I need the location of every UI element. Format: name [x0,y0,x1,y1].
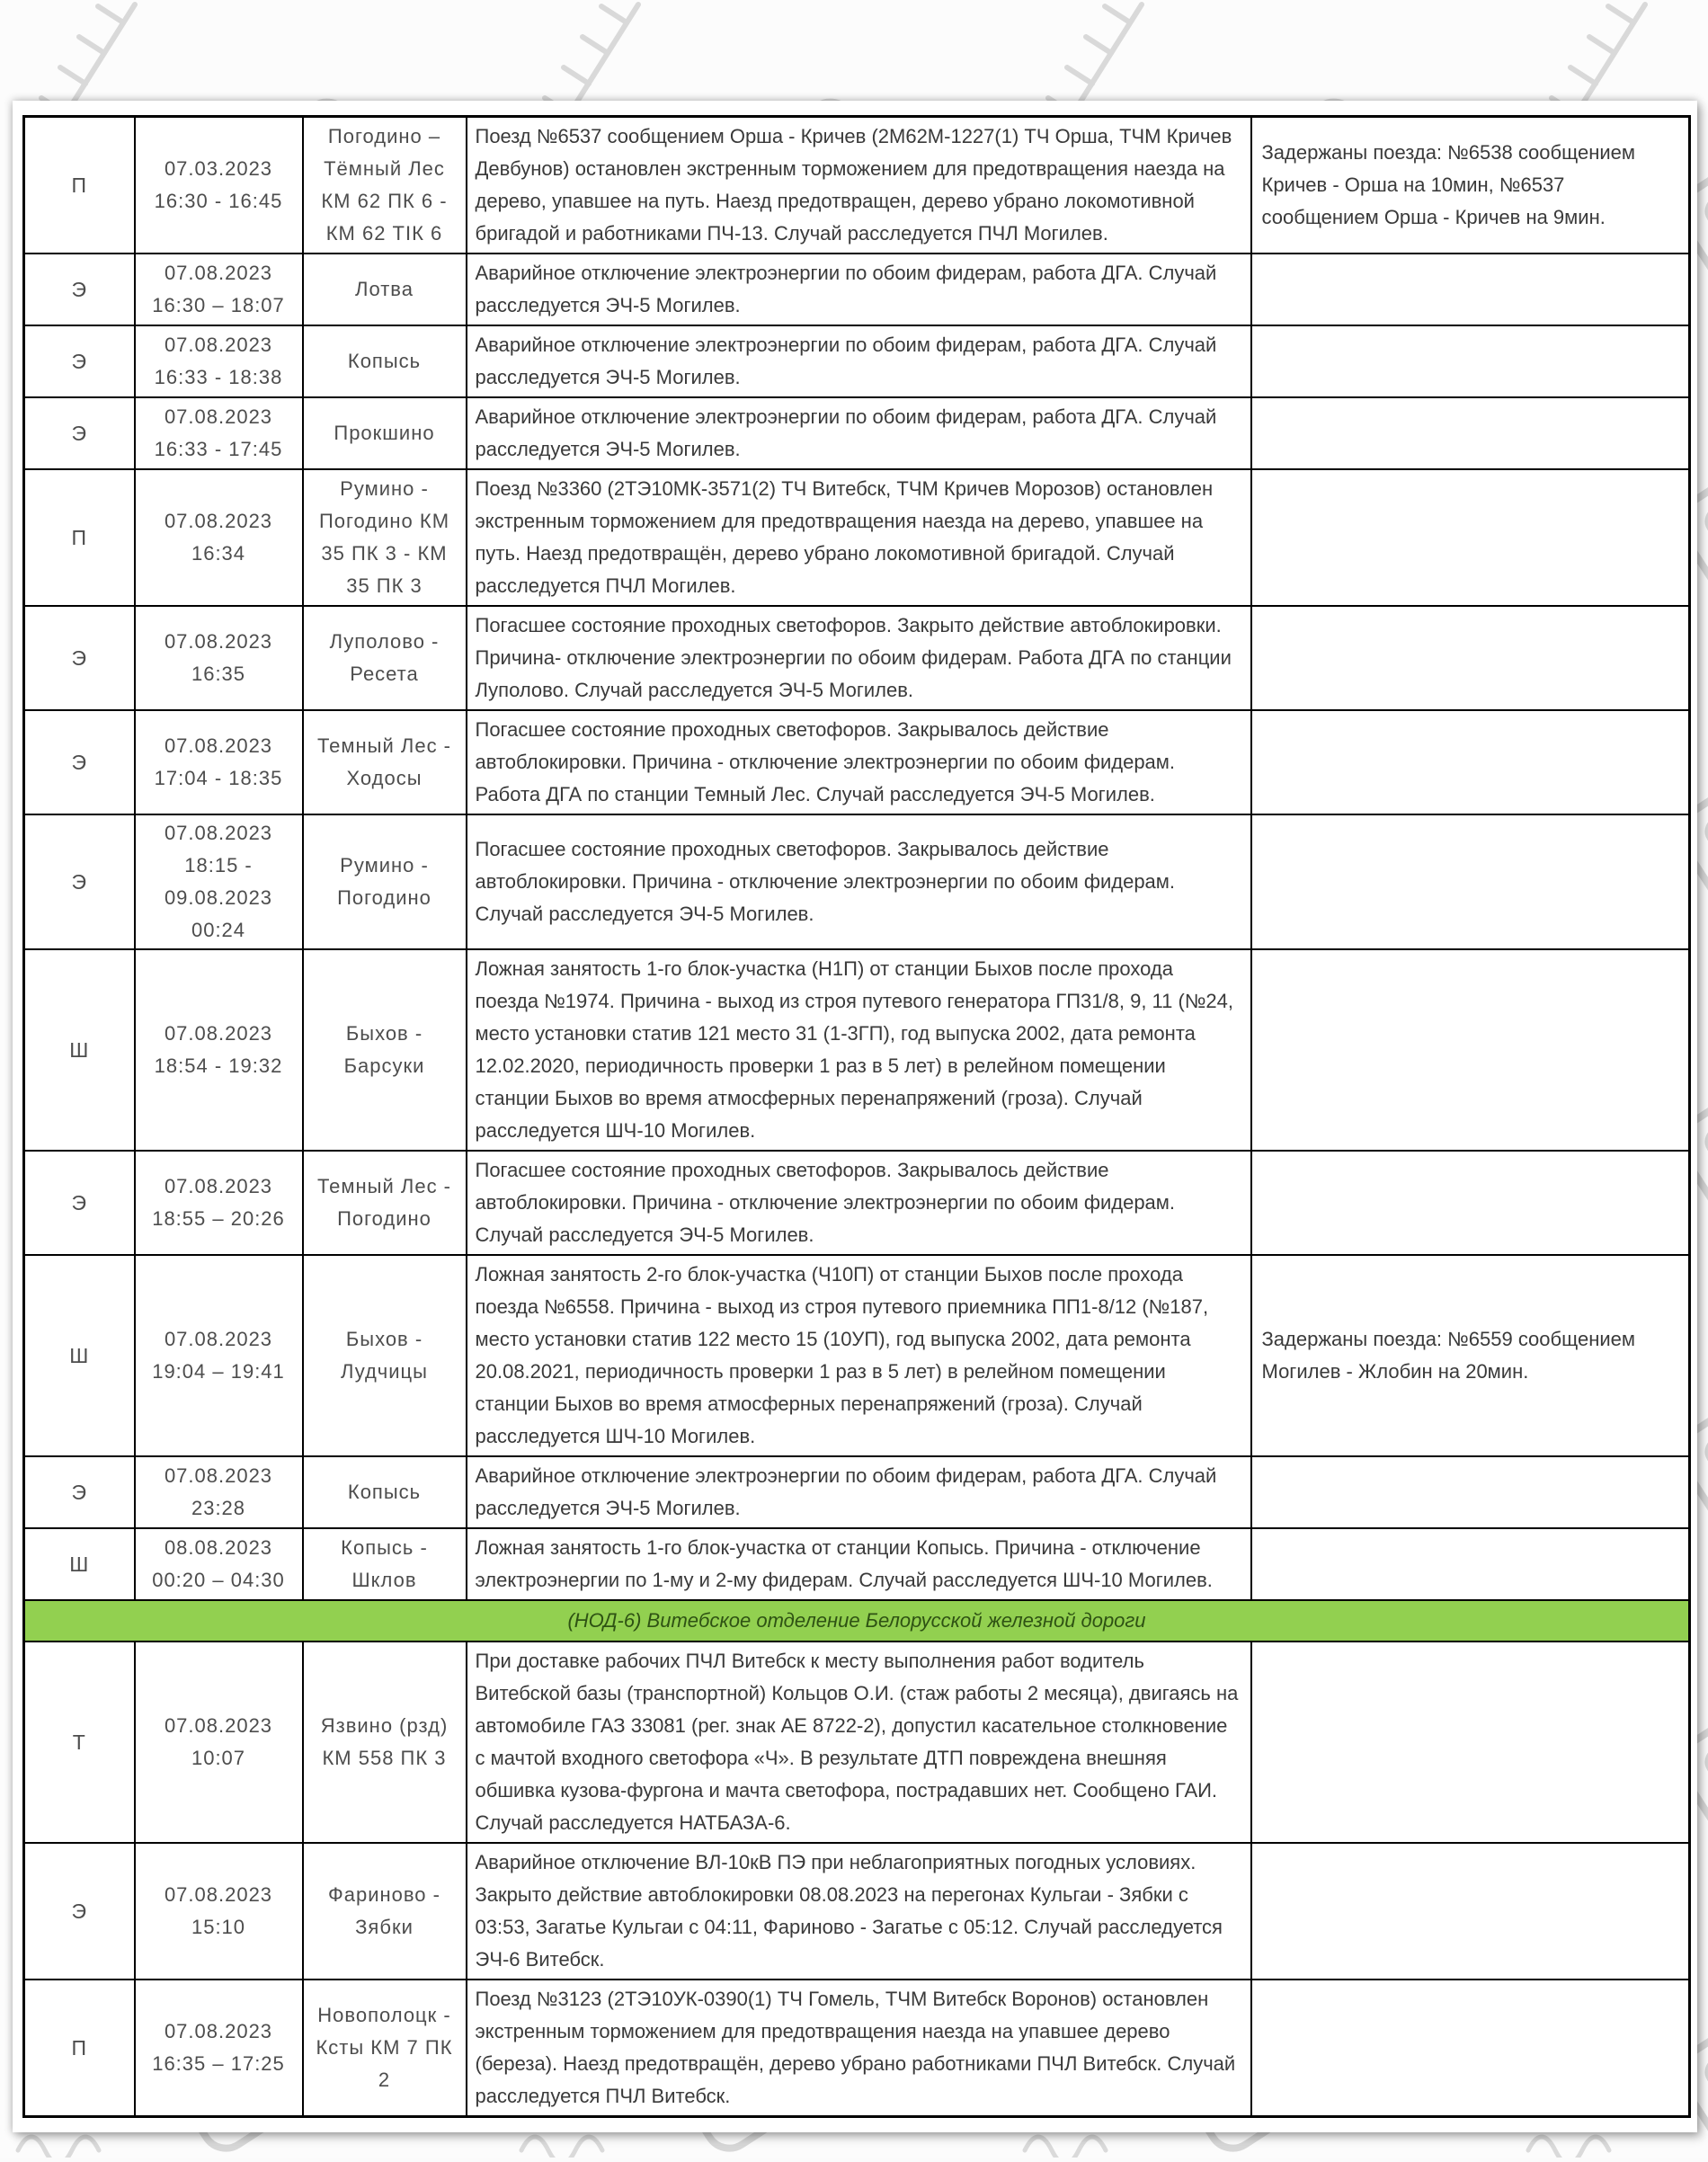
incident-location-cell: Новополоцк - Ксты КМ 7 ПК 2 [303,1980,467,2117]
incident-description-cell: Поезд №3360 (2ТЭ10МК-3571(2) ТЧ Витебск, ТЧМ Кричев Морозов) остановлен экстренным торможением для предотвращения наезда на дерево, упавшее на путь. Наезд предотвращён, дерево убрано локомотивной бригадой. Случай расследуется ПЧЛ Могилев. [467,469,1251,606]
incident-location-cell: Быхов - Лудчицы [303,1255,467,1456]
incident-location-cell: Погодино – Тёмный Лес КМ 62 ПК 6 - КМ 62 ТІК 6 [303,117,467,254]
incident-description-cell: Аварийное отключение ВЛ-10кВ ПЭ при неблагоприятных погодных условиях. Закрыто действие автоблокировки 08.08.2023 на перегонах Кульгаи - Зябки с 03:53, Загатье Кульгаи с 04:11, Фариново - Загатье с 05:12. Случай расследуется ЭЧ-6 Витебск. [467,1843,1251,1980]
incident-table [22,115,1691,2118]
incident-row [24,949,1690,1151]
incident-datetime-cell: 07.08.2023 16:34 [135,469,303,606]
incident-note-cell [1251,1843,1690,1980]
incident-location-cell: Темный Лес - Погодино [303,1151,467,1255]
incident-datetime-cell: 07.08.2023 16:35 [135,606,303,710]
incident-location-cell: Язвино (рзд) КМ 558 ПК 3 [303,1642,467,1843]
incident-row [24,1528,1690,1600]
incident-row [24,254,1690,325]
incident-note-cell [1251,1528,1690,1600]
incident-row [24,117,1690,254]
incident-code-cell: Э [24,606,135,710]
incident-datetime-cell: 07.08.2023 18:54 - 19:32 [135,949,303,1151]
incident-code-cell: Т [24,1642,135,1843]
incident-location-cell: Прокшино [303,397,467,469]
incident-datetime-cell: 07.08.2023 16:30 – 18:07 [135,254,303,325]
incident-row [24,1980,1690,2117]
incident-code-cell: Э [24,325,135,397]
incident-description-cell: Ложная занятость 2-го блок-участка (Ч10П) от станции Быхов после прохода поезда №6558. Причина - выход из строя путевого приемника ПП1-8/12 (№187, место установки статив 122 место 15 (10УП), год выпуска 2002, дата ремонта 20.08.2021, периодичность проверки 1 раз в 5 лет) в релейном помещении станции Быхов во время атмосферных перенапряжений (гроза). Случай расследуется ШЧ-10 Могилев. [467,1255,1251,1456]
incident-location-cell: Копысь [303,325,467,397]
incident-datetime-cell: 07.08.2023 16:33 - 17:45 [135,397,303,469]
incident-code-cell: Ш [24,1528,135,1600]
incident-description-cell: Аварийное отключение электроэнергии по обоим фидерам, работа ДГА. Случай расследуется ЭЧ-5 Могилев. [467,325,1251,397]
incident-code-cell: Ш [24,1255,135,1456]
incident-note-cell [1251,1456,1690,1528]
incident-table-body [24,117,1690,2117]
section-divider-row [24,1600,1690,1642]
incident-note-cell [1251,606,1690,710]
incident-code-cell: Э [24,814,135,949]
incident-note-cell [1251,710,1690,814]
incident-location-cell: Луполово - Ресета [303,606,467,710]
incident-location-cell: Фариново - Зябки [303,1843,467,1980]
incident-row [24,606,1690,710]
incident-location-cell: Копысь - Шклов [303,1528,467,1600]
incident-description-cell: Погасшее состояние проходных светофоров. Закрывалось действие автоблокировки. Причина - отключение электроэнергии по обоим фидерам. Случай расследуется ЭЧ-5 Могилев. [467,1151,1251,1255]
incident-description-cell: Погасшее состояние проходных светофоров. Закрывалось действие автоблокировки. Причина - отключение электроэнергии по обоим фидерам. Работа ДГА по станции Темный Лес. Случай расследуется ЭЧ-5 Могилев. [467,710,1251,814]
incident-datetime-cell: 07.08.2023 16:35 – 17:25 [135,1980,303,2117]
document-page [13,101,1697,2132]
incident-datetime-cell: 07.08.2023 18:15 - 09.08.2023 00:24 [135,814,303,949]
incident-note-cell [1251,1151,1690,1255]
incident-datetime-cell: 07.08.2023 17:04 - 18:35 [135,710,303,814]
incident-datetime-cell: 08.08.2023 00:20 – 04:30 [135,1528,303,1600]
incident-code-cell: Э [24,254,135,325]
incident-row [24,1642,1690,1843]
incident-description-cell: Аварийное отключение электроэнергии по обоим фидерам, работа ДГА. Случай расследуется ЭЧ-5 Могилев. [467,1456,1251,1528]
incident-note-cell: Задержаны поезда: №6559 сообщением Могилев - Жлобин на 20мин. [1251,1255,1690,1456]
incident-note-cell [1251,397,1690,469]
incident-note-cell [1251,254,1690,325]
incident-row [24,814,1690,949]
incident-note-cell [1251,814,1690,949]
incident-row [24,1456,1690,1528]
incident-note-cell [1251,1642,1690,1843]
incident-note-cell: Задержаны поезда: №6538 сообщением Кричев - Орша на 10мин, №6537 сообщением Орша - Кричев на 9мин. [1251,117,1690,254]
incident-description-cell: Аварийное отключение электроэнергии по обоим фидерам, работа ДГА. Случай расследуется ЭЧ-5 Могилев. [467,397,1251,469]
incident-code-cell: П [24,469,135,606]
incident-description-cell: Погасшее состояние проходных светофоров. Закрыто действие автоблокировки. Причина- отключение электроэнергии по обоим фидерам. Работа ДГА по станции Луполово. Случай расследуется ЭЧ-5 Могилев. [467,606,1251,710]
incident-row [24,1151,1690,1255]
incident-code-cell: Э [24,1843,135,1980]
incident-row [24,1255,1690,1456]
incident-description-cell: Поезд №6537 сообщением Орша - Кричев (2М62М-1227(1) ТЧ Орша, ТЧМ Кричев Девбунов) остановлен экстренным торможением для предотвращения наезда на дерево, упавшее на путь. Наезд предотвращен, дерево убрано локомотивной бригадой и работниками ПЧ-13. Случай расследуется ПЧЛ Могилев. [467,117,1251,254]
incident-note-cell [1251,949,1690,1151]
incident-location-cell: Румино - Погодино КМ 35 ПК 3 - КМ 35 ПК 3 [303,469,467,606]
incident-note-cell [1251,325,1690,397]
incident-description-cell: Поезд №3123 (2ТЭ10УК-0390(1) ТЧ Гомель, ТЧМ Витебск Воронов) остановлен экстренным торможением для предотвращения наезда на упавшее дерево (береза). Наезд предотвращён, дерево убрано работниками ПЧЛ Витебск. Случай расследуется ПЧЛ Витебск. [467,1980,1251,2117]
incident-datetime-cell: 07.08.2023 23:28 [135,1456,303,1528]
incident-code-cell: Э [24,1456,135,1528]
incident-datetime-cell: 07.08.2023 19:04 – 19:41 [135,1255,303,1456]
incident-location-cell: Румино - Погодино [303,814,467,949]
incident-row [24,1843,1690,1980]
incident-code-cell: П [24,117,135,254]
incident-description-cell: Погасшее состояние проходных светофоров. Закрывалось действие автоблокировки. Причина - отключение электроэнергии по обоим фидерам. Случай расследуется ЭЧ-5 Могилев. [467,814,1251,949]
incident-datetime-cell: 07.03.2023 16:30 - 16:45 [135,117,303,254]
incident-description-cell: При доставке рабочих ПЧЛ Витебск к месту выполнения работ водитель Витебской базы (транспортной) Кольцов О.И. (стаж работы 2 месяца), двигаясь на автомобиле ГАЗ 33081 (рег. знак АЕ 8722-2), допустил касательное столкновение с мачтой входного светофора «Ч». В результате ДТП повреждена внешняя обшивка кузова-фургона и мачта светофора, пострадавших нет. Сообщено ГАИ. Случай расследуется НАТБАЗА-6. [467,1642,1251,1843]
incident-code-cell: Э [24,710,135,814]
incident-datetime-cell: 07.08.2023 10:07 [135,1642,303,1843]
incident-row [24,397,1690,469]
incident-code-cell: Э [24,397,135,469]
incident-description-cell: Ложная занятость 1-го блок-участка (Н1П) от станции Быхов после прохода поезда №1974. Причина - выход из строя путевого генератора ГП31/8, 9, 11 (№24, место установки статив 121 место 31 (1-3ГП), год выпуска 2002, дата ремонта 12.02.2020, периодичность проверки 1 раз в 5 лет) в релейном помещении станции Быхов во время атмосферных перенапряжений (гроза). Случай расследуется ШЧ-10 Могилев. [467,949,1251,1151]
incident-code-cell: Э [24,1151,135,1255]
incident-row [24,710,1690,814]
incident-location-cell: Темный Лес - Ходосы [303,710,467,814]
section-divider-label: (НОД-6) Витебское отделение Белорусской железной дороги [24,1600,1690,1642]
incident-datetime-cell: 07.08.2023 18:55 – 20:26 [135,1151,303,1255]
incident-location-cell: Копысь [303,1456,467,1528]
incident-datetime-cell: 07.08.2023 15:10 [135,1843,303,1980]
incident-datetime-cell: 07.08.2023 16:33 - 18:38 [135,325,303,397]
incident-description-cell: Аварийное отключение электроэнергии по обоим фидерам, работа ДГА. Случай расследуется ЭЧ-5 Могилев. [467,254,1251,325]
incident-note-cell [1251,1980,1690,2117]
incident-row [24,325,1690,397]
incident-code-cell: П [24,1980,135,2117]
incident-row [24,469,1690,606]
incident-note-cell [1251,469,1690,606]
incident-location-cell: Быхов - Барсуки [303,949,467,1151]
incident-location-cell: Лотва [303,254,467,325]
incident-description-cell: Ложная занятость 1-го блок-участка от станции Копысь. Причина - отключение электроэнергии по 1-му и 2-му фидерам. Случай расследуется ШЧ-10 Могилев. [467,1528,1251,1600]
incident-code-cell: Ш [24,949,135,1151]
